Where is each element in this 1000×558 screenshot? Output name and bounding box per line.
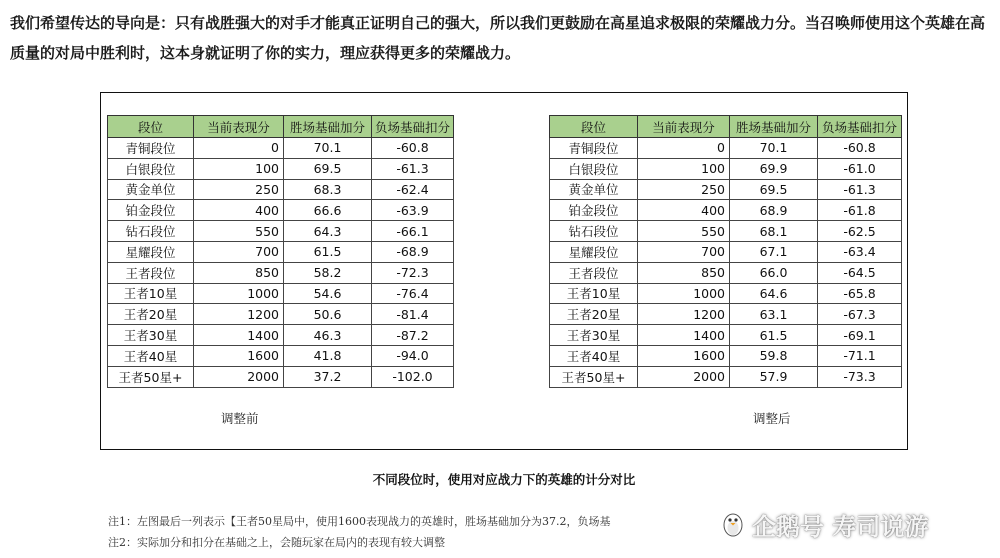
cell-loss-points: -72.3 [372,262,454,283]
cell-score: 550 [194,221,284,242]
cell-win-points: 67.1 [730,241,818,262]
table-header-row [550,116,902,138]
cell-score: 250 [638,179,730,200]
cell-win-points: 69.9 [730,158,818,179]
cell-score: 1400 [638,325,730,346]
cell-loss-points: -73.3 [818,366,902,387]
table-row [108,200,454,221]
cell-win-points: 37.2 [284,366,372,387]
cell-rank: 铂金段位 [108,200,194,221]
cell-score: 1400 [194,325,284,346]
cell-score: 1000 [638,283,730,304]
cell-score: 2000 [638,366,730,387]
cell-win-points: 59.8 [730,345,818,366]
watermark [720,506,928,542]
cell-rank: 青铜段位 [108,138,194,159]
header-rank: 段位 [550,116,638,138]
caption-after: 调整后 [753,411,791,426]
cell-win-points: 50.6 [284,304,372,325]
comparison-figure [100,92,908,450]
cell-rank: 王者50星+ [550,366,638,387]
table-row [550,200,902,221]
cell-win-points: 64.3 [284,221,372,242]
cell-rank: 钻石段位 [550,221,638,242]
table-row [108,221,454,242]
cell-win-points: 69.5 [284,158,372,179]
table-row [550,304,902,325]
cell-loss-points: -94.0 [372,345,454,366]
header-loss-points: 负场基础扣分 [818,116,902,138]
table-row [550,221,902,242]
cell-win-points: 64.6 [730,283,818,304]
cell-win-points: 66.6 [284,200,372,221]
cell-score: 0 [638,138,730,159]
cell-score: 400 [194,200,284,221]
table-row [108,366,454,387]
cell-rank: 王者20星 [550,304,638,325]
table-row [108,138,454,159]
cell-loss-points: -61.3 [818,179,902,200]
cell-loss-points: -61.3 [372,158,454,179]
cell-score: 400 [638,200,730,221]
table-row [550,138,902,159]
header-score: 当前表现分 [194,116,284,138]
cell-win-points: 63.1 [730,304,818,325]
table-row [550,366,902,387]
cell-rank: 王者10星 [108,283,194,304]
cell-rank: 王者10星 [550,283,638,304]
table-row [108,283,454,304]
table-row [550,325,902,346]
cell-win-points: 68.3 [284,179,372,200]
cell-loss-points: -62.5 [818,221,902,242]
table-row [550,179,902,200]
cell-rank: 铂金段位 [550,200,638,221]
header-win-points: 胜场基础加分 [284,116,372,138]
table-row [108,325,454,346]
cell-score: 100 [194,158,284,179]
cell-loss-points: -60.8 [818,138,902,159]
cell-score: 550 [638,221,730,242]
cell-rank: 王者30星 [108,325,194,346]
cell-loss-points: -60.8 [372,138,454,159]
cell-loss-points: -81.4 [372,304,454,325]
cell-win-points: 69.5 [730,179,818,200]
cell-score: 700 [194,241,284,262]
cell-rank: 白银段位 [108,158,194,179]
cell-loss-points: -61.8 [818,200,902,221]
cell-score: 1000 [194,283,284,304]
cell-win-points: 41.8 [284,345,372,366]
header-rank: 段位 [108,116,194,138]
cell-loss-points: -63.9 [372,200,454,221]
table-row [108,179,454,200]
cell-win-points: 61.5 [730,325,818,346]
cell-score: 100 [638,158,730,179]
cell-win-points: 68.9 [730,200,818,221]
cell-loss-points: -87.2 [372,325,454,346]
penguin-icon [720,511,746,537]
comparison-title: 不同段位时，使用对应战力下的英雄的计分对比 [372,472,636,487]
cell-rank: 王者40星 [550,345,638,366]
cell-win-points: 57.9 [730,366,818,387]
cell-loss-points: -62.4 [372,179,454,200]
cell-rank: 王者20星 [108,304,194,325]
cell-loss-points: -64.5 [818,262,902,283]
cell-win-points: 68.1 [730,221,818,242]
cell-rank: 星耀段位 [108,241,194,262]
cell-win-points: 70.1 [730,138,818,159]
cell-win-points: 58.2 [284,262,372,283]
table-row [550,241,902,262]
cell-rank: 王者50星+ [108,366,194,387]
caption-before: 调整前 [221,411,259,426]
cell-loss-points: -66.1 [372,221,454,242]
cell-rank: 白银段位 [550,158,638,179]
cell-win-points: 70.1 [284,138,372,159]
cell-score: 250 [194,179,284,200]
cell-rank: 黄金单位 [108,179,194,200]
table-row [108,262,454,283]
table-header-row [108,116,454,138]
watermark-text: 企鹅号 寿司说游 [752,512,929,541]
table-row [550,345,902,366]
cell-rank: 钻石段位 [108,221,194,242]
table-row [550,158,902,179]
cell-loss-points: -63.4 [818,241,902,262]
table-after [549,115,902,388]
cell-rank: 星耀段位 [550,241,638,262]
cell-loss-points: -65.8 [818,283,902,304]
cell-loss-points: -69.1 [818,325,902,346]
cell-loss-points: -68.9 [372,241,454,262]
cell-rank: 青铜段位 [550,138,638,159]
table-row [550,262,902,283]
table-row [108,158,454,179]
header-loss-points: 负场基础扣分 [372,116,454,138]
table-before [107,115,454,388]
cell-loss-points: -102.0 [372,366,454,387]
cell-rank: 王者段位 [108,262,194,283]
table-row [108,241,454,262]
cell-score: 0 [194,138,284,159]
cell-win-points: 66.0 [730,262,818,283]
cell-loss-points: -76.4 [372,283,454,304]
header-win-points: 胜场基础加分 [730,116,818,138]
table-row [550,283,902,304]
cell-score: 700 [638,241,730,262]
footnote-2: 注2：实际加分和扣分在基础之上，会随玩家在局内的表现有较大调整 [108,536,445,549]
cell-score: 850 [638,262,730,283]
cell-score: 2000 [194,366,284,387]
cell-win-points: 61.5 [284,241,372,262]
cell-score: 1200 [638,304,730,325]
footnote-1: 注1：左图最后一列表示【王者50星局中，使用1600表现战力的英雄时，胜场基础加分为37.2，负场基 [108,515,611,528]
cell-win-points: 54.6 [284,283,372,304]
cell-win-points: 46.3 [284,325,372,346]
cell-rank: 王者段位 [550,262,638,283]
cell-loss-points: -61.0 [818,158,902,179]
cell-rank: 王者30星 [550,325,638,346]
header-score: 当前表现分 [638,116,730,138]
table-row [108,345,454,366]
cell-rank: 黄金单位 [550,179,638,200]
cell-loss-points: -67.3 [818,304,902,325]
intro-paragraph: 我们希望传达的导向是：只有战胜强大的对手才能真正证明自己的强大，所以我们更鼓励在高星追求极限的荣耀战力分。当召唤师使用这个英雄在高质量的对局中胜利时，这本身就证明了你的实力，理应获得更多的荣耀战力。 [10,14,986,62]
cell-score: 850 [194,262,284,283]
cell-score: 1600 [638,345,730,366]
cell-loss-points: -71.1 [818,345,902,366]
cell-score: 1600 [194,345,284,366]
cell-score: 1200 [194,304,284,325]
table-row [108,304,454,325]
cell-rank: 王者40星 [108,345,194,366]
